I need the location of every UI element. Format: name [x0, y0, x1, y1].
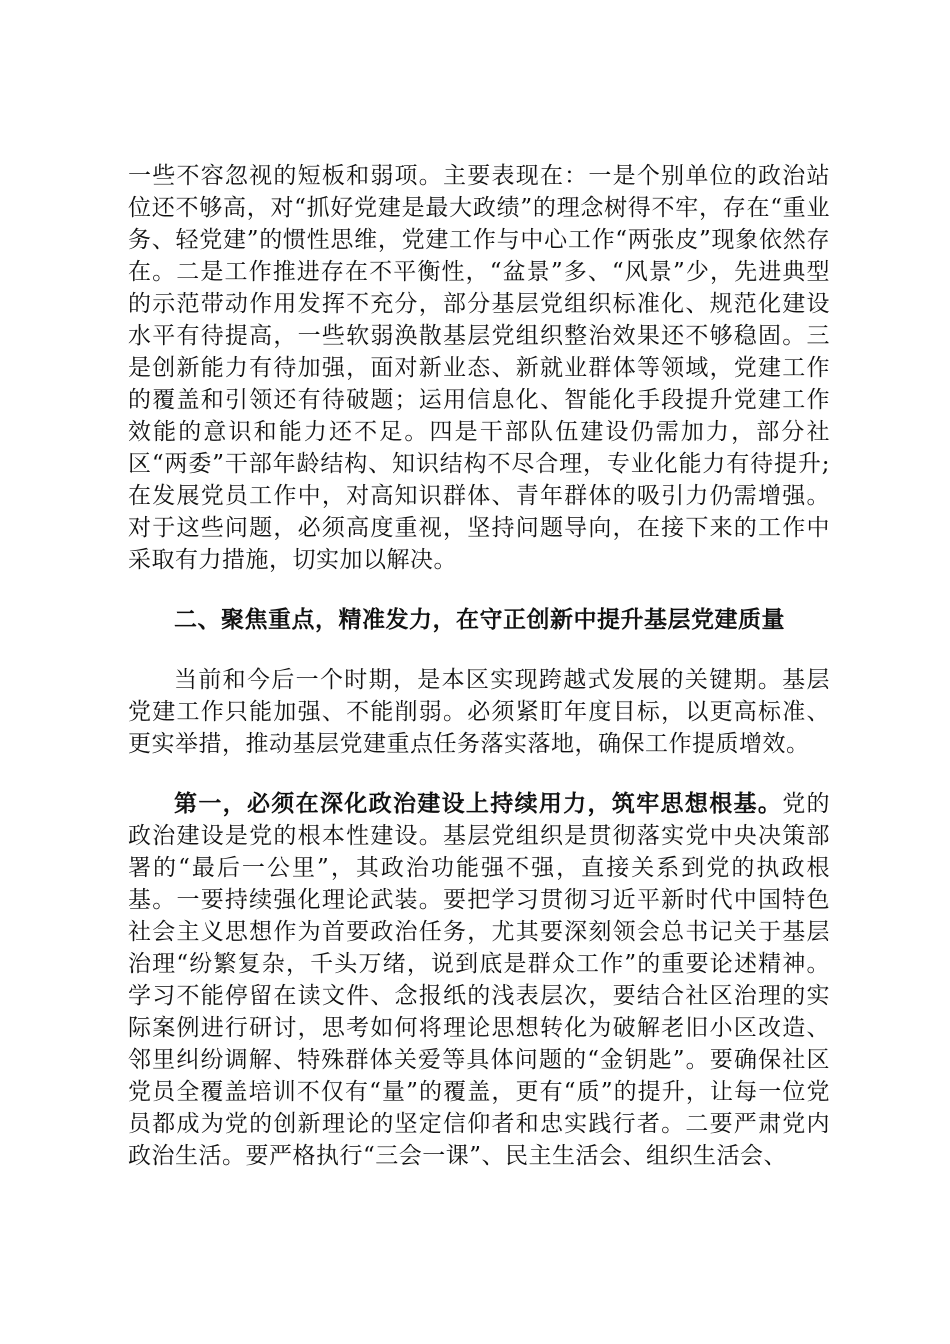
- paragraph-gap: [128, 636, 830, 664]
- paragraph-shortcomings: 一些不容忽视的短板和弱项。主要表现在：一是个别单位的政治站位还不够高，对“抓好党建是最大政绩”的理念树得不牢，存在“重业务、轻党建”的惯性思维，党建工作与中心工作“两张皮”现象依然存在。二是工作推进存在不平衡性，“盆景”多、“风景”少，先进典型的示范带动作用发挥不充分，部分基层党组织标准化、规范化建设水平有待提高，一些软弱涣散基层党组织整治效果还不够稳固。三是创新能力有待加强，面对新业态、新就业群体等领域，党建工作的覆盖和引领还有待破题；运用信息化、智能化手段提升党建工作效能的意识和能力还不足。四是干部队伍建设仍需加力，部分社区“两委”干部年龄结构、知识结构不尽合理，专业化能力有待提升;在发展党员工作中，对高知识群体、青年群体的吸引力仍需增强。对于这些问题，必须高度重视，坚持问题导向，在接下来的工作中采取有力措施，切实加以解决。: [128, 163, 830, 573]
- paragraph-intro: 当前和今后一个时期，是本区实现跨越式发展的关键期。基层党建工作只能加强、不能削弱。必须紧盯年度目标，以更高标准、更实举措，推动基层党建重点任务落实落地，确保工作提质增效。: [128, 667, 830, 757]
- paragraph-lead-sentence: 第一，必须在深化政治建设上持续用力，筑牢思想根基。: [174, 790, 783, 817]
- section-heading-2: 二、聚焦重点，精准发力，在守正创新中提升基层党建质量: [174, 606, 785, 633]
- paragraph-body-text: 党的政治建设是党的根本性建设。基层党组织是贯彻落实党中央决策部署的“最后一公里”，其政治功能强不强，直接关系到党的执政根基。一要持续强化理论武装。要把学习贯彻习近平新时代中国特色社会主义思想作为首要政治任务，尤其要深刻领会总书记关于基层治理“纷繁复杂，千头万绪，说到底是群众工作”的重要论述精神。学习不能停留在读文件、念报纸的浅表层次，要结合社区治理的实际案例进行研讨，思考如何将理论思想转化为破解老旧小区改造、邻里纠纷调解、特殊群体关爱等具体问题的“金钥匙”。要确保社区党员全覆盖培训不仅有“量”的覆盖，更有“质”的提升，让每一位党员都成为党的创新理论的坚定信仰者和忠实践行者。二要严肃党内政治生活。要严格执行“三会一课”、民主生活会、组织生活会、: [128, 791, 831, 1169]
- paragraph-gap: [128, 576, 830, 604]
- paragraph-political-construction: [128, 788, 830, 1172]
- document-page: [128, 160, 830, 1172]
- paragraph-gap: [128, 760, 830, 788]
